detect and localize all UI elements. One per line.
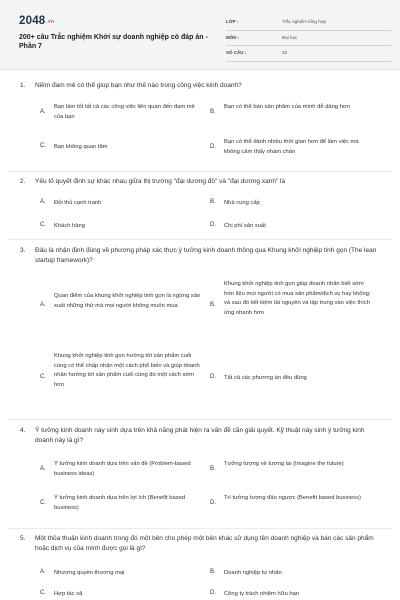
option-letter: D. <box>210 500 216 506</box>
question-stem <box>20 81 382 91</box>
option-letter: A. <box>40 109 46 115</box>
option-letter: C. <box>40 500 46 506</box>
question-stem <box>20 426 382 446</box>
option-text: Nhà cung cấp <box>224 200 260 206</box>
logo-suffix: .vn <box>46 19 55 25</box>
logo-text: 2048 <box>19 15 46 27</box>
divider <box>8 171 392 172</box>
option-text: Nhượng quyền thương mại <box>54 570 125 576</box>
question-stem <box>20 246 382 266</box>
meta-row-class <box>226 15 391 31</box>
meta-value: Trắc nghiệm tổng hợp <box>282 19 327 24</box>
option-letter: A. <box>40 569 46 575</box>
option-letter: A. <box>40 302 46 308</box>
option-text: Đối thủ cạnh tranh <box>54 200 102 206</box>
question-number: 4. <box>20 427 26 434</box>
option-letter: A. <box>40 466 46 472</box>
site-logo[interactable] <box>19 15 54 27</box>
option-letter: B. <box>210 302 216 308</box>
option-text: Quan điểm của khung khởi nghiệp tinh gọn là ngừng sản xuất những thứ mà mọi người không muốn mua <box>54 293 201 309</box>
option-text: Doanh nghiệp tư nhân <box>224 570 282 576</box>
meta-label: SỐ CÂU : <box>226 50 247 55</box>
question-stem <box>20 534 382 554</box>
question-number: 2. <box>20 178 26 185</box>
option-text: Khung khởi nghiệp tinh gọn giúp doanh nhân biết sớm hơn liệu mọi người có mua sản phẩm/dịch vụ hay không; và sau đó tiết kiệm tài nguyên và tập trung vào việc thích ứng nhanh hơn <box>224 281 371 316</box>
option-text: Bạn có thể bán sản phẩm của mình dễ dàng hơn <box>224 104 350 110</box>
question-text: Niềm đam mê có thể giúp bạn như thế nào trong công việc kinh doanh? <box>35 82 242 89</box>
question-text: Yếu tố quyết định sự khác nhau giữa thị trường "đại dương đỏ" và "đại dương xanh" là <box>35 178 286 185</box>
option-letter: D. <box>210 374 216 380</box>
question-4 <box>20 426 382 526</box>
question-number: 5. <box>20 535 26 542</box>
option-letter: C. <box>40 222 46 228</box>
meta-label: LỚP : <box>226 19 239 24</box>
option-letter: D. <box>210 590 216 596</box>
question-stem <box>20 177 382 187</box>
option-text: Tất cả các phương án đều đúng <box>224 375 307 381</box>
option-letter: B. <box>210 466 216 472</box>
document-title: 200+ câu Trắc nghiệm Khởi sự doanh nghiệp có đáp án - Phần 7 <box>19 34 208 50</box>
question-text: Một thỏa thuận kinh doanh trong đó một bên cho phép một bên khác sử dụng tên doanh nghiệp và bán các sản phẩm hoặc dịch vụ của mình được gọi là gì? <box>35 535 374 552</box>
question-3 <box>20 246 382 416</box>
option-letter: B. <box>210 109 216 115</box>
option-letter: C. <box>40 590 46 596</box>
option-letter: B. <box>210 199 216 205</box>
option-letter: C. <box>40 374 46 380</box>
document-header <box>0 0 400 70</box>
meta-value: 25 <box>282 50 288 55</box>
question-text: Ý tưởng kinh doanh này sinh dựa trên khả năng phát hiện ra vấn đề cần giải quyết. Kỹ thuật này sinh ý tưởng kinh doanh này là gì? <box>35 427 365 444</box>
option-text: Khung khởi nghiệp tinh gọn hướng tới sản phẩm cuối cùng có thể chấp nhận một cách phổ biến và giúp doanh nhân hướng tới sản phẩm cuối cùng đó một cách sớm hơn <box>54 353 200 388</box>
option-text: Hợp tác xã <box>54 591 83 597</box>
divider <box>8 419 392 420</box>
option-text: Công ty trách nhiệm hữu hạn <box>224 591 300 597</box>
question-5 <box>20 534 382 600</box>
question-1 <box>20 81 382 171</box>
option-letter: A. <box>40 199 46 205</box>
option-letter: D. <box>210 144 216 150</box>
meta-label: MÔN : <box>226 34 240 40</box>
option-text: Chi phí sản xuất <box>224 223 266 229</box>
question-2 <box>20 177 382 237</box>
option-text: Bạn không quan tâm <box>54 144 108 150</box>
divider <box>8 239 392 240</box>
option-text: Ý tưởng kinh doanh dựa trên vấn đề (Problem-based business ideas) <box>54 461 191 477</box>
option-text: Khách hàng <box>54 223 85 229</box>
meta-row-subject <box>226 31 391 47</box>
option-text: Ý tưởng kinh doanh dựa trên lợi ích (Benefit based business) <box>54 495 186 511</box>
meta-value: Đại học <box>282 34 298 40</box>
option-letter: D. <box>210 222 216 228</box>
option-text: Bạn làm tốt tất cả các công việc liên quan đến đam mê của bạn <box>54 104 195 120</box>
divider <box>8 528 392 529</box>
option-letter: B. <box>210 569 216 575</box>
option-text: Trí tưởng tượng đảo ngược (Benefit based business) <box>224 495 361 501</box>
option-text: Bạn có thể dành nhiều thời gian hơn để làm việc mà không cảm thấy nhàm chán <box>224 139 359 155</box>
option-text: Tưởng tượng về tương lai (Imagine the future) <box>224 461 344 467</box>
meta-row-question-count <box>226 46 391 62</box>
question-number: 3. <box>20 247 26 254</box>
meta-info <box>226 15 391 62</box>
option-letter: C. <box>40 143 46 149</box>
question-number: 1. <box>20 82 26 89</box>
question-text: Đâu là nhận định đúng về phương pháp xác thực ý tưởng kinh doanh thông qua Khung khởi nghiệp tinh gọn (The lean startup framework)? <box>35 247 377 264</box>
